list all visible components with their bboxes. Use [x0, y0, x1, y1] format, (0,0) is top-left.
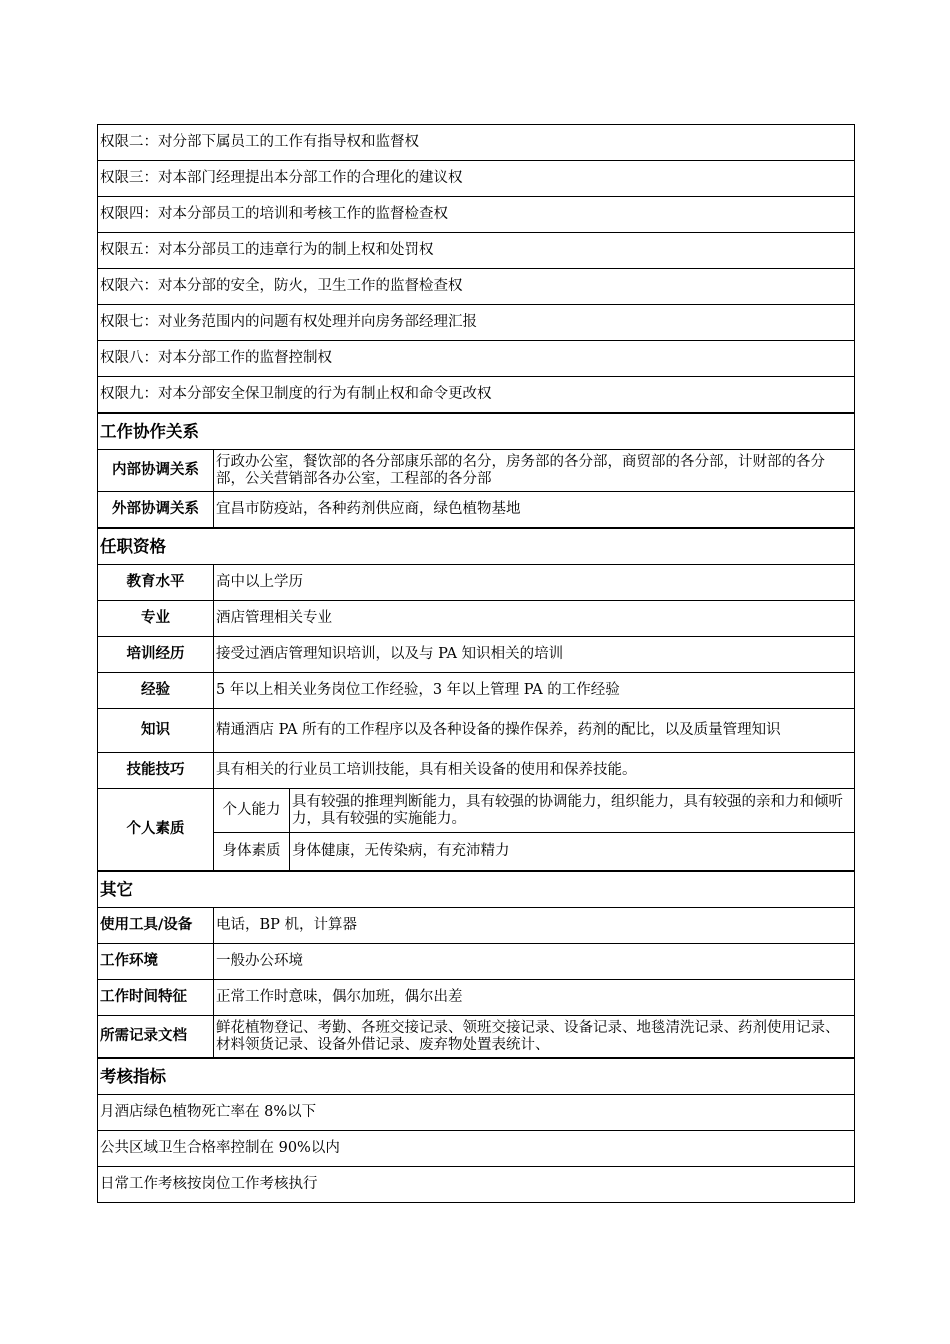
physical-value: 身体健康，无传染病，有充沛精力	[290, 833, 855, 872]
qualifications-title: 任职资格	[98, 528, 855, 565]
training-label: 培训经历	[98, 637, 214, 673]
personal-ability-row	[98, 789, 855, 833]
physical-label: 身体素质	[214, 833, 290, 872]
permission-2: 权限二：对分部下属员工的工作有指导权和监督权	[98, 125, 855, 161]
section-header	[98, 528, 855, 565]
schedule-label: 工作时间特征	[98, 980, 214, 1016]
internal-coordination-label: 内部协调关系	[98, 450, 214, 492]
internal-coordination-row	[98, 450, 855, 492]
education-row	[98, 565, 855, 601]
ability-label: 个人能力	[214, 789, 290, 833]
internal-coordination-value: 行政办公室，餐饮部的各分部康乐部的名分，房务部的各分部，商贸部的各分部，计财部的各分部，公关营销部各办公室，工程部的各分部	[214, 450, 855, 492]
experience-label: 经验	[98, 673, 214, 709]
permission-row	[98, 341, 855, 377]
environment-label: 工作环境	[98, 944, 214, 980]
permission-row	[98, 125, 855, 161]
assessment-row	[98, 1095, 855, 1131]
external-coordination-row	[98, 492, 855, 529]
ability-value: 具有较强的推理判断能力，具有较强的协调能力，组织能力，具有较强的亲和力和倾听力，具有较强的实施能力。	[290, 789, 855, 833]
permission-row	[98, 377, 855, 414]
section-header	[98, 1058, 855, 1095]
environment-value: 一般办公环境	[214, 944, 855, 980]
tools-label: 使用工具/设备	[98, 908, 214, 944]
assessment-row	[98, 1131, 855, 1167]
education-label: 教育水平	[98, 565, 214, 601]
major-row	[98, 601, 855, 637]
assessment-row	[98, 1167, 855, 1203]
permission-row	[98, 161, 855, 197]
permission-row	[98, 197, 855, 233]
assessment-item-1: 月酒店绿色植物死亡率在 8%以下	[98, 1095, 855, 1131]
assessment-title: 考核指标	[98, 1058, 855, 1095]
schedule-row	[98, 980, 855, 1016]
external-coordination-value: 宜昌市防疫站，各种药剂供应商，绿色植物基地	[214, 492, 855, 529]
permission-row	[98, 305, 855, 341]
records-row	[98, 1016, 855, 1059]
permission-7: 权限七：对业务范围内的问题有权处理并向房务部经理汇报	[98, 305, 855, 341]
assessment-item-2: 公共区域卫生合格率控制在 90%以内	[98, 1131, 855, 1167]
permission-8: 权限八：对本分部工作的监督控制权	[98, 341, 855, 377]
external-coordination-label: 外部协调关系	[98, 492, 214, 529]
knowledge-value: 精通酒店 PA 所有的工作程序以及各种设备的操作保养，药剂的配比，以及质量管理知识	[214, 709, 855, 753]
records-label: 所需记录文档	[98, 1016, 214, 1059]
permission-5: 权限五：对本分部员工的违章行为的制上权和处罚权	[98, 233, 855, 269]
environment-row	[98, 944, 855, 980]
assessment-item-3: 日常工作考核按岗位工作考核执行	[98, 1167, 855, 1203]
permission-row	[98, 269, 855, 305]
permission-4: 权限四：对本分部员工的培训和考核工作的监督检查权	[98, 197, 855, 233]
permission-6: 权限六：对本分部的安全，防火，卫生工作的监督检查权	[98, 269, 855, 305]
schedule-value: 正常工作时意味，偶尔加班，偶尔出差	[214, 980, 855, 1016]
tools-value: 电话，BP 机，计算器	[214, 908, 855, 944]
training-value: 接受过酒店管理知识培训，以及与 PA 知识相关的培训	[214, 637, 855, 673]
permission-row	[98, 233, 855, 269]
knowledge-label: 知识	[98, 709, 214, 753]
training-row	[98, 637, 855, 673]
skills-row	[98, 753, 855, 789]
section-header	[98, 413, 855, 450]
major-value: 酒店管理相关专业	[214, 601, 855, 637]
permission-3: 权限三：对本部门经理提出本分部工作的合理化的建议权	[98, 161, 855, 197]
major-label: 专业	[98, 601, 214, 637]
knowledge-row	[98, 709, 855, 753]
permission-9: 权限九：对本分部安全保卫制度的行为有制止权和命令更改权	[98, 377, 855, 414]
cooperation-title: 工作协作关系	[98, 413, 855, 450]
personal-quality-label: 个人素质	[98, 789, 214, 872]
section-header	[98, 871, 855, 908]
other-title: 其它	[98, 871, 855, 908]
skills-label: 技能技巧	[98, 753, 214, 789]
job-description-table	[97, 124, 854, 1203]
tools-row	[98, 908, 855, 944]
education-value: 高中以上学历	[214, 565, 855, 601]
skills-value: 具有相关的行业员工培训技能，具有相关设备的使用和保养技能。	[214, 753, 855, 789]
records-value: 鲜花植物登记、考勤、各班交接记录、领班交接记录、设备记录、地毯清洗记录、药剂使用记录、材料领货记录、设备外借记录、废弃物处置表统计、	[214, 1016, 855, 1059]
experience-row	[98, 673, 855, 709]
experience-value: 5 年以上相关业务岗位工作经验，3 年以上管理 PA 的工作经验	[214, 673, 855, 709]
